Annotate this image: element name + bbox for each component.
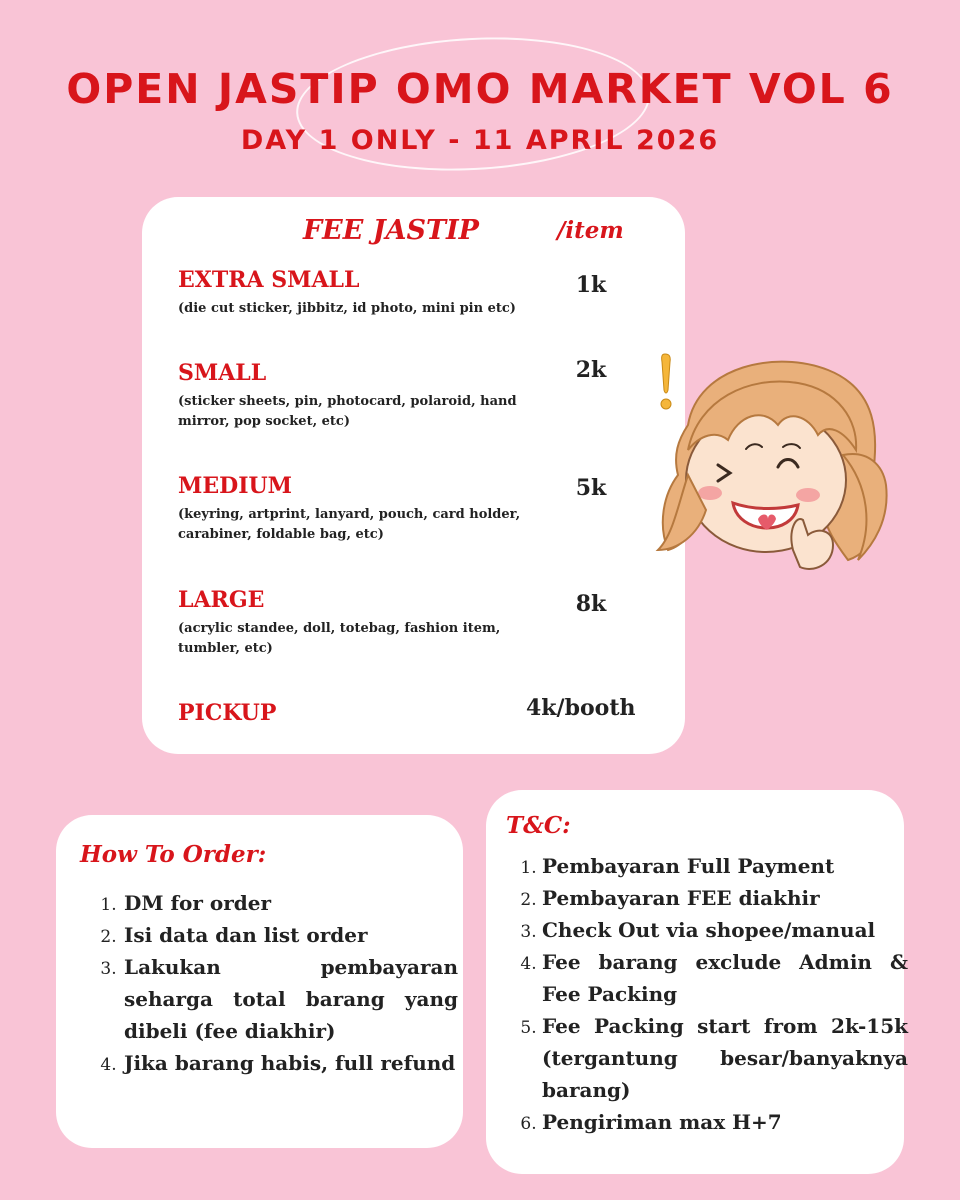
- category-price: 5k: [575, 475, 607, 501]
- page-header: [0, 58, 960, 158]
- fee-card: [142, 197, 685, 754]
- fee-title: FEE JASTIP: [303, 215, 479, 246]
- category-desc: (acrylic standee, doll, totebag, fashion item, tumbler, etc): [178, 621, 501, 656]
- category-medium: [178, 473, 548, 545]
- how-to-order-title: How To Order:: [80, 841, 267, 868]
- category-desc: (die cut sticker, jibbitz, id photo, mini pin etc): [178, 301, 516, 316]
- list-item: 3. Check Out via shopee/manual: [542, 914, 908, 946]
- terms-list: [516, 850, 908, 1138]
- how-to-order-card: [56, 815, 463, 1148]
- list-item: 2. Pembayaran FEE diakhir: [542, 882, 908, 914]
- list-item: 4. Fee barang exclude Admin & Fee Packing: [542, 946, 908, 1010]
- page-title: OPEN JASTIP OMO MARKET VOL 6: [66, 65, 894, 113]
- category-price: 8k: [575, 591, 607, 617]
- terms-card: [486, 790, 908, 1174]
- list-item: 3. Lakukan pembayaran seharga total barang yang dibeli (fee diakhir): [122, 951, 458, 1047]
- list-item: 2. Isi data dan list order: [122, 919, 458, 951]
- category-desc: (keyring, artprint, lanyard, pouch, card holder, carabiner, foldable bag, etc): [178, 507, 521, 542]
- category-name: PICKUP: [178, 700, 277, 726]
- list-item: 4. Jika barang habis, full refund: [122, 1047, 458, 1079]
- terms-title: T&C:: [506, 812, 571, 839]
- page-subtitle: DAY 1 ONLY - 11 APRIL 2026: [240, 125, 720, 156]
- list-item: 6. Pengiriman max H+7: [542, 1106, 908, 1138]
- category-price: 2k: [575, 357, 607, 383]
- category-small: [178, 360, 548, 432]
- fee-per-item-label: /item: [557, 217, 624, 244]
- list-item: 5. Fee Packing start from 2k-15k (tergantung besar/banyaknya barang): [542, 1010, 908, 1106]
- category-name: LARGE: [178, 587, 265, 613]
- list-item: 1. Pembayaran Full Payment: [542, 850, 908, 882]
- category-name: EXTRA SMALL: [178, 267, 360, 293]
- category-pickup: [178, 700, 548, 726]
- category-price: 1k: [575, 272, 607, 298]
- list-item: 1. DM for order: [122, 887, 458, 919]
- category-desc: (sticker sheets, pin, photocard, polaroid, hand mirror, pop socket, etc): [178, 394, 517, 429]
- category-extra-small: [178, 267, 548, 319]
- category-name: SMALL: [178, 360, 267, 386]
- category-name: MEDIUM: [178, 473, 293, 499]
- category-price: 4k/booth: [526, 695, 636, 721]
- category-large: [178, 587, 548, 659]
- exclamation-icon: [655, 352, 679, 412]
- how-to-order-list: [100, 887, 458, 1079]
